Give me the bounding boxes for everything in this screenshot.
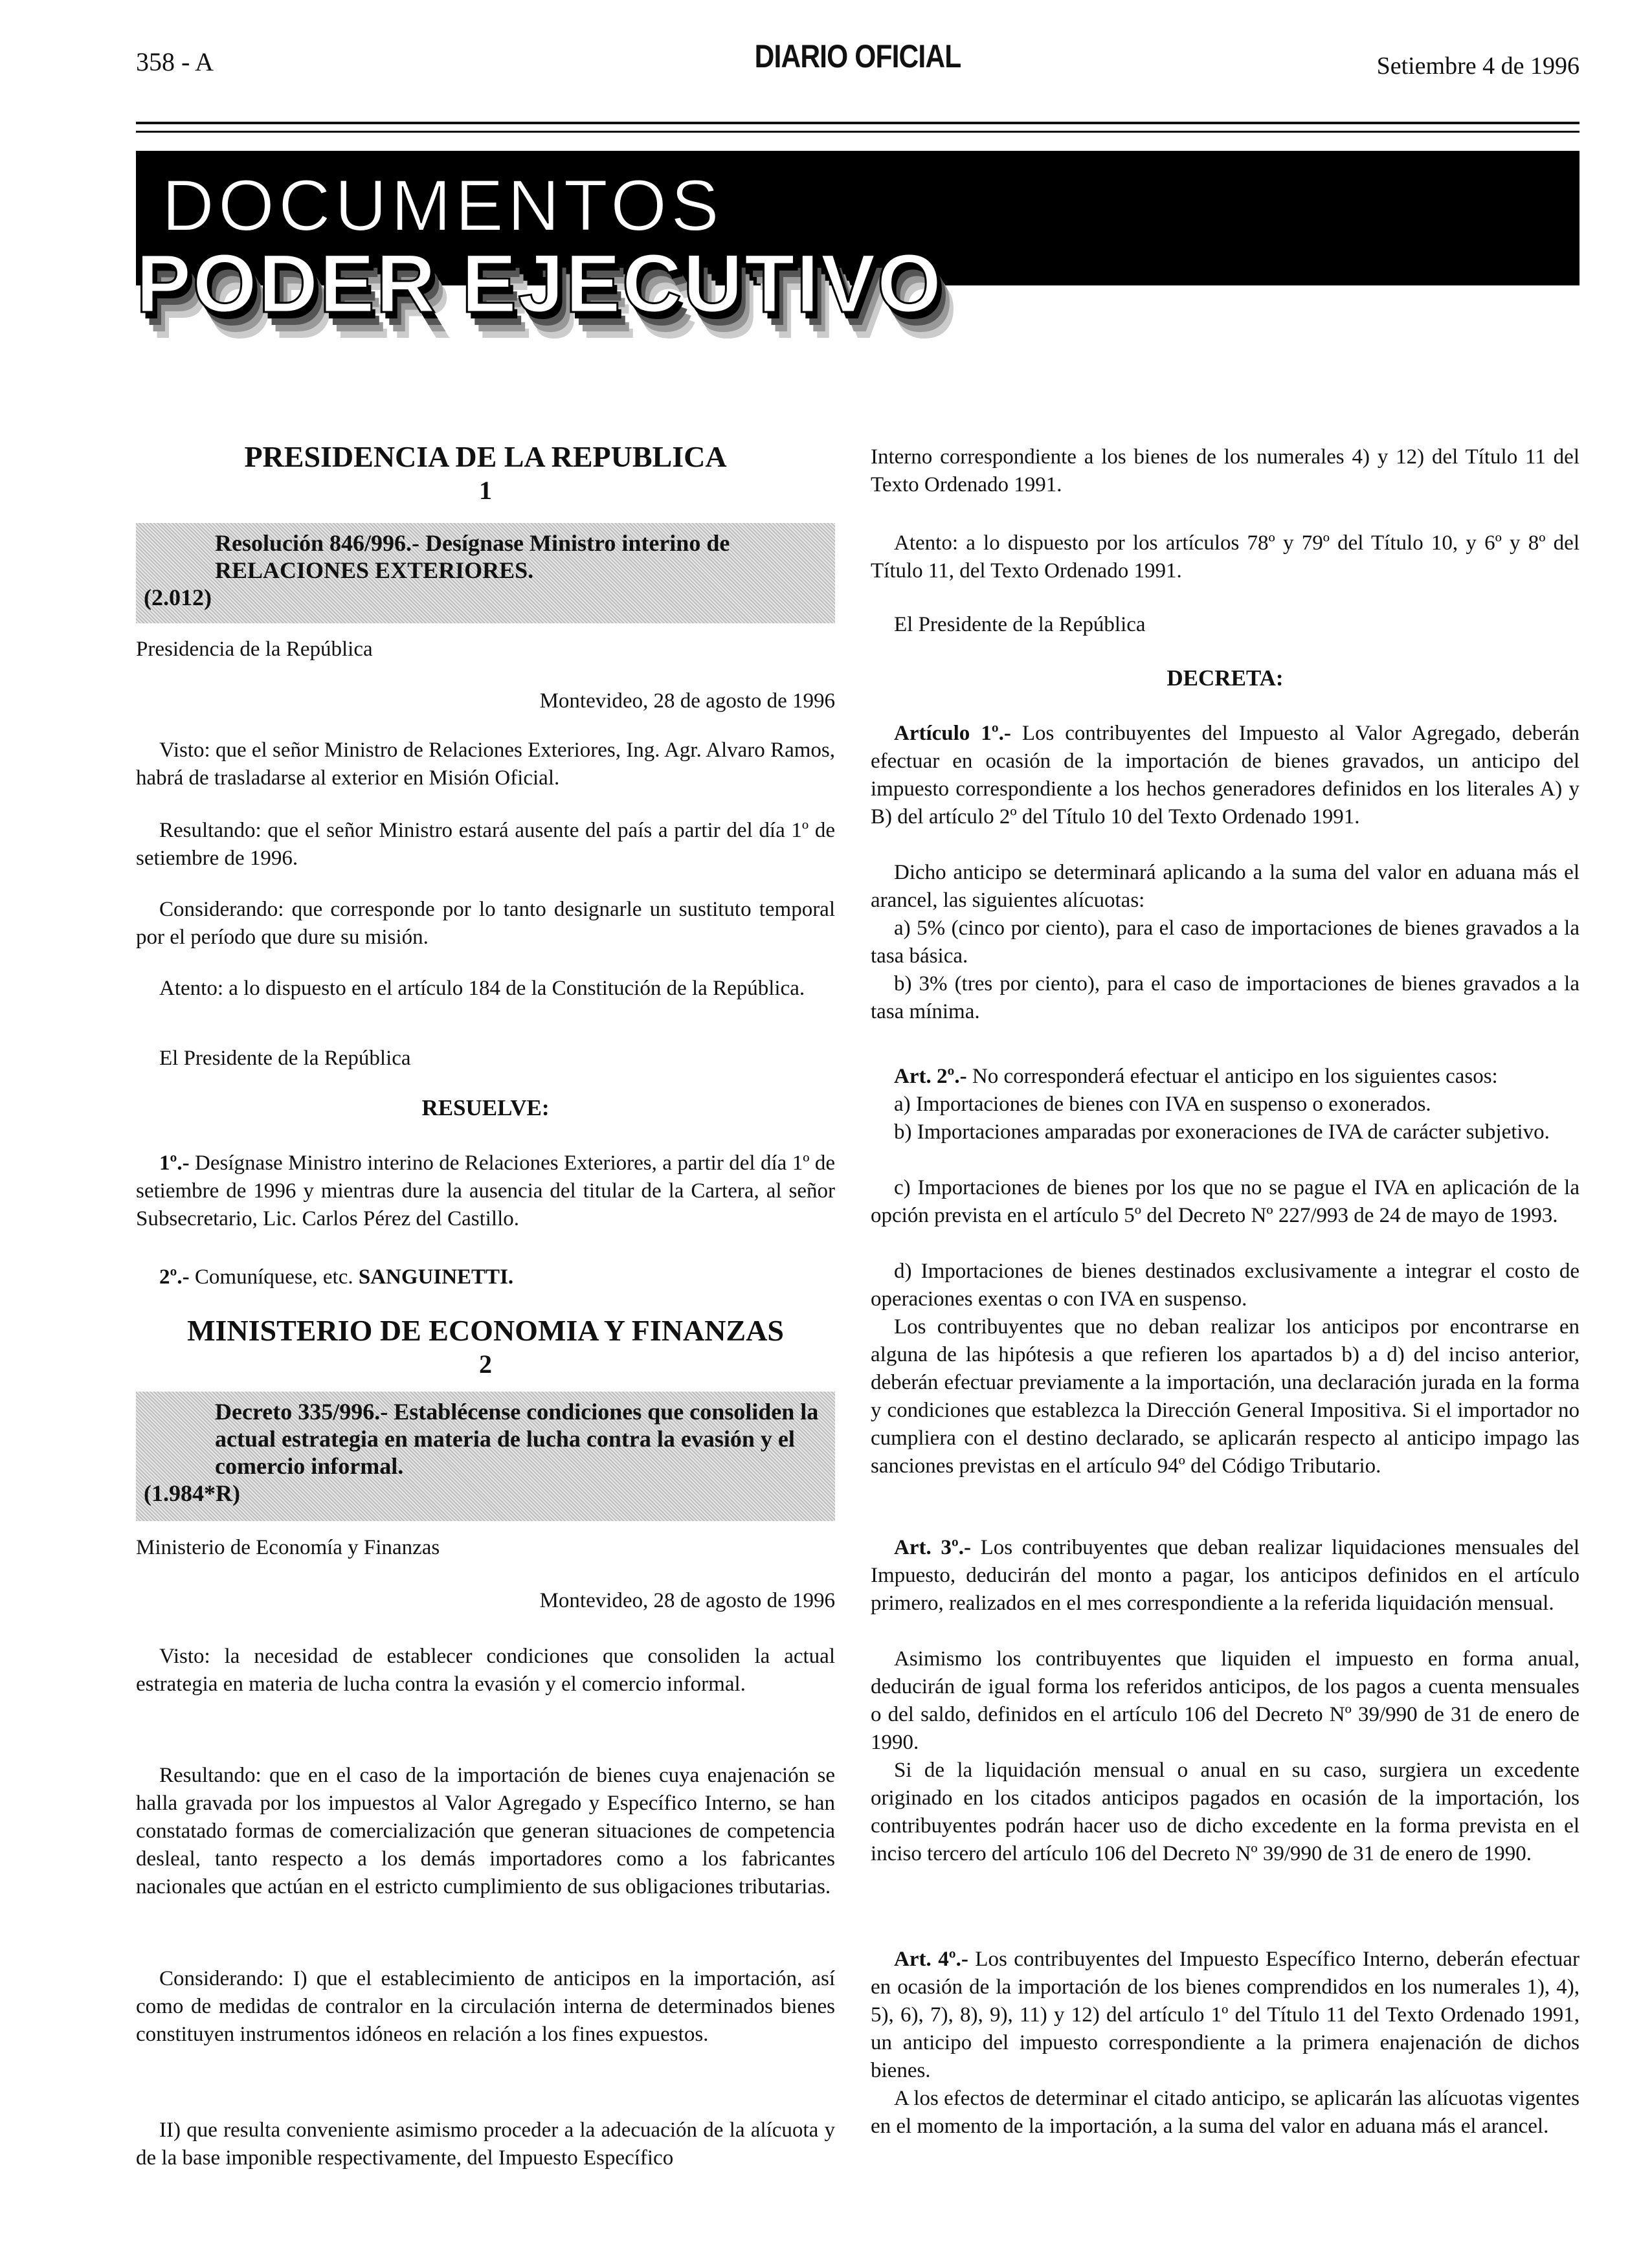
decree-article-2-a: a) Importaciones de bienes con IVA en suspenso o exonerados. xyxy=(894,1093,1431,1116)
heading-text: PRESIDENCIA DE LA REPUBLICA xyxy=(244,440,727,473)
decree-code: (1.984*R) xyxy=(144,1480,240,1506)
decree-article-1-b: b) 3% (tres por ciento), para el caso de importaciones de bienes gravados a la tasa mínima. xyxy=(871,972,1580,1023)
article-1 xyxy=(136,1150,835,1233)
resolution-title: Resolución 846/996.- Desígnase Ministro interino de RELACIONES EXTERIORES. xyxy=(215,530,730,583)
continuation: Interno correspondiente a los bienes de los numerales 4) y 12) del Título 11 del Texto Ordenado 1991. xyxy=(871,445,1580,496)
decree-title-box xyxy=(136,1392,835,1521)
decree-article-4-label: Art. 4º.- xyxy=(894,1948,968,1971)
article-2 xyxy=(136,1263,835,1291)
header-rule-bottom xyxy=(136,131,1580,133)
heading-text: MINISTERIO DE ECONOMIA Y FINANZAS xyxy=(187,1314,784,1347)
issue-date: Setiembre 4 de 1996 xyxy=(1376,52,1580,80)
header-rule-top xyxy=(136,122,1580,124)
resolution-code: (2.012) xyxy=(144,584,212,610)
decree-article-2 xyxy=(871,1063,1580,1091)
section-heading-presidencia xyxy=(136,440,835,507)
article-2-text: Comuníquese, etc. xyxy=(189,1265,359,1289)
decree-article-1-p2: Dicho anticipo se determinará aplicando a la suma del valor en aduana más el arancel, las siguientes alícuotas: xyxy=(871,861,1580,912)
page-header xyxy=(136,38,1580,83)
place-date-2: Montevideo, 28 de agosto de 1996 xyxy=(539,1589,835,1612)
decree-article-2-b: b) Importaciones amparadas por exoneraciones de IVA de carácter subjetivo. xyxy=(894,1120,1550,1144)
atento: Atento: a lo dispuesto en el artículo 184 de la Constitución de la República. xyxy=(159,977,805,1000)
resuelve: RESUELVE: xyxy=(421,1095,550,1120)
section-number: 1 xyxy=(479,476,492,505)
atento-2: Atento: a lo dispuesto por los artículos 78º y 79º del Título 10, y 6º y 8º del Título 11, del Texto Ordenado 1991. xyxy=(871,531,1580,583)
resolution-title-box xyxy=(136,523,835,623)
decree-article-4-p2: A los efectos de determinar el citado anticipo, se aplicarán las alícuotas vigentes en el momento de la importación, a la suma del valor en aduana más el arancel. xyxy=(871,2087,1580,2138)
article-1-text: Desígnase Ministro interino de Relaciones Exteriores, a partir del día 1º de setiembre de 1996 y mientras dure la ausencia del titular de la Cartera, al señor Subsecretario, Lic. Carlos Pérez del Castillo. xyxy=(136,1151,835,1230)
section-number: 2 xyxy=(479,1350,492,1379)
newspaper-title: DIARIO OFICIAL xyxy=(754,38,961,74)
decree-article-1 xyxy=(871,720,1580,831)
decree-article-3-p2: Asimismo los contribuyentes que liquiden el impuesto en forma anual, deducirán de igual forma los referidos anticipos, de los pagos a cuenta mensuales o del saldo, definidos en el artículo 106 del Decreto Nº 39/990 de 31 de enero de 1990. xyxy=(871,1647,1580,1754)
decree-article-1-text: Los contribuyentes del Impuesto al Valor Agregado, deberán efectuar en ocasión de la importación de bienes gravados, un anticipo del impuesto correspondiente a los hechos generadores definidos en los literales A) y B) del artículo 2º del Título 10 del Texto Ordenado 1991. xyxy=(871,722,1580,828)
decree-title: Decreto 335/996.- Establécense condiciones que consoliden la actual estrategia en materia de lucha contra la evasión y el comercio informal. xyxy=(215,1399,819,1479)
decree-article-4-text: Los contribuyentes del Impuesto Específico Interno, deberán efectuar en ocasión de la importación de los bienes comprendidos en los numerales 1), 4), 5), 6), 7), 8), 9), 11) y 12) del artículo 1º del Título 11 del Texto Ordenado 1991, un anticipo del impuesto correspondiente a la primera enajenación de dichos bienes. xyxy=(871,1948,1580,2082)
place-date: Montevideo, 28 de agosto de 1996 xyxy=(539,689,835,713)
page-number: 358 - A xyxy=(136,47,214,76)
resultando-2: Resultando: que en el caso de la importación de bienes cuya enajenación se halla gravada por los impuestos al Valor Agregado y Específico Interno, se han constatado formas de comercialización que generan situaciones de competencia desleal, tanto respecto a los demás importadores como a los fabricantes nacionales que actúan en el estricto cumplimiento de sus obligaciones tributarias. xyxy=(136,1764,835,1898)
president-line: El Presidente de la República xyxy=(159,1047,411,1070)
decree-article-2-label: Art. 2º.- xyxy=(894,1065,967,1088)
decree-article-3-p3: Si de la liquidación mensual o anual en su caso, surgiera un excedente originado en los citados anticipos pagados en ocasión de la importación, los contribuyentes podrán hacer uso de dicho excedente en la forma prevista en el inciso tercero del artículo 106 del Decreto Nº 39/990 de 31 de enero de 1990. xyxy=(871,1759,1580,1865)
resultando: Resultando: que el señor Ministro estará ausente del país a partir del día 1º de setiembre de 1996. xyxy=(136,819,835,870)
article-2-label: 2º.- xyxy=(159,1265,190,1289)
decree-article-2-c: c) Importaciones de bienes por los que no se pague el IVA en aplicación de la opción prevista en el artículo 5º del Decreto Nº 227/993 de 24 de mayo de 1993. xyxy=(871,1176,1580,1227)
decree-article-1-a: a) 5% (cinco por ciento), para el caso de importaciones de bienes gravados a la tasa básica. xyxy=(871,917,1580,968)
decreta: DECRETA: xyxy=(1167,665,1284,691)
banner-poder-ejecutivo: PODER EJECUTIVO xyxy=(136,238,943,330)
president-line-2: El Presidente de la República xyxy=(894,613,1146,636)
issuer: Presidencia de la República xyxy=(136,638,373,661)
considerando: Considerando: que corresponde por lo tanto designarle un sustituto temporal por el período que dure su misión. xyxy=(136,898,835,949)
decree-article-2-text: No corresponderá efectuar el anticipo en los siguientes casos: xyxy=(966,1065,1498,1088)
banner-documentos: DOCUMENTOS xyxy=(162,165,723,246)
decree-article-2-d: d) Importaciones de bienes destinados exclusivamente a integrar el costo de operaciones exentas o con IVA en suspenso. xyxy=(871,1260,1580,1311)
decree-article-3-text: Los contribuyentes que deban realizar liquidaciones mensuales del Impuesto, deducirán del monto a pagar, los anticipos definidos en el artículo primero, realizados en el mes correspondiente a la referida liquidación mensual. xyxy=(871,1536,1580,1615)
issuer-2: Ministerio de Economía y Finanzas xyxy=(136,1536,440,1559)
considerando-2-i: Considerando: I) que el establecimiento de anticipos en la importación, así como de medidas de contralor en la circulación interna de determinados bienes constituyen instrumentos idóneos en relación a los fines expuestos. xyxy=(136,1967,835,2046)
decree-article-3-label: Art. 3º.- xyxy=(894,1536,971,1559)
visto-2: Visto: la necesidad de establecer condiciones que consoliden la actual estrategia en materia de lucha contra la evasión y el comercio informal. xyxy=(136,1645,835,1696)
signature: SANGUINETTI. xyxy=(358,1265,514,1289)
decree-article-4 xyxy=(871,1946,1580,2085)
section-heading-ministerio xyxy=(136,1314,835,1381)
decree-article-1-label: Artículo 1º.- xyxy=(894,722,1011,745)
decree-article-3 xyxy=(871,1534,1580,1618)
visto: Visto: que el señor Ministro de Relaciones Exteriores, Ing. Agr. Alvaro Ramos, habrá de trasladarse al exterior en Misión Oficial. xyxy=(136,739,835,790)
considerando-2-ii: II) que resulta conveniente asimismo proceder a la adecuación de la alícuota y de la base imponible respectivamente, del Impuesto Específico xyxy=(136,2118,835,2170)
article-1-label: 1º.- xyxy=(159,1151,190,1175)
decree-article-2-p2: Los contribuyentes que no deban realizar los anticipos por encontrarse en alguna de las hipótesis a que refieren los apartados b) a d) del inciso anterior, deberán efectuar previamente a la importación, una declaración jurada en la forma y condiciones que establezca la Dirección General Impositiva. Si el importador no cumpliera con el destino declarado, se aplicarán respecto al anticipo impago las sanciones previstas en el artículo 94º del Código Tributario. xyxy=(871,1315,1580,1478)
